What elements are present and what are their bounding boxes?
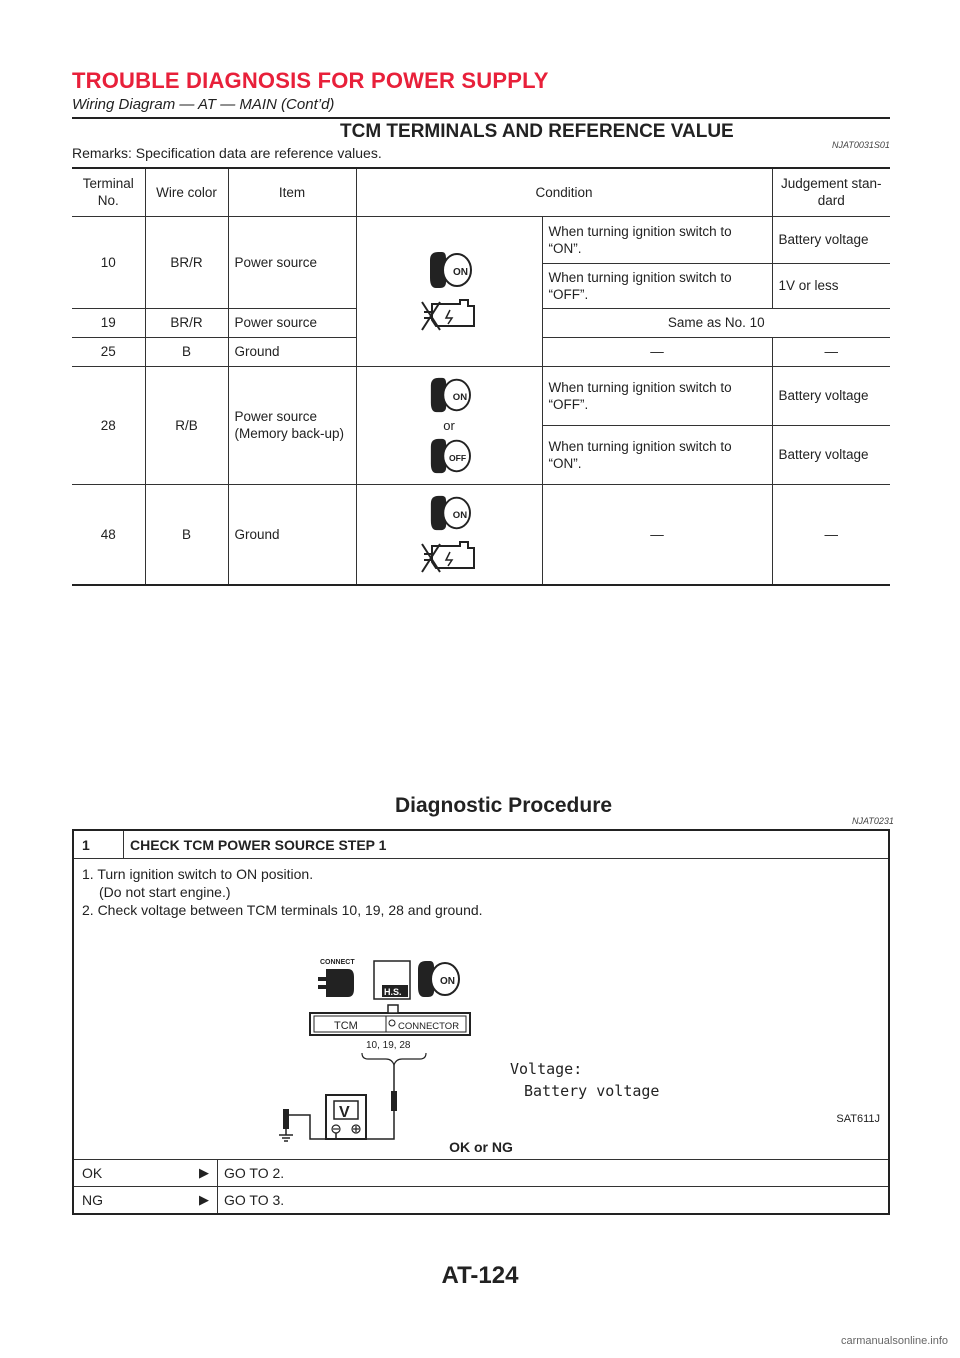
wire-color-cell: B: [145, 484, 228, 585]
item-cell: Ground: [228, 337, 356, 366]
ignition-key-on-icon: [424, 374, 474, 416]
terminal-cell: 28: [72, 366, 145, 484]
terminal-cell: 25: [72, 337, 145, 366]
page-header-title: TROUBLE DIAGNOSIS FOR POWER SUPPLY: [72, 68, 549, 93]
connector-plug-icon: [326, 969, 354, 997]
same-as-text: Same as No. 10: [542, 308, 890, 337]
svg-text:OFF: OFF: [449, 452, 467, 463]
result-action[interactable]: GO TO 3.: [224, 1192, 285, 1208]
ignition-key-off-icon: [424, 435, 474, 477]
table-row: [72, 366, 890, 425]
svg-text:CONNECTOR: CONNECTOR: [398, 1021, 460, 1032]
engine-stopped-icon: [420, 536, 478, 576]
item-cell: Power source (Memory back-up): [228, 366, 356, 484]
condition-text: —: [542, 484, 772, 585]
result-action[interactable]: GO TO 2.: [224, 1165, 285, 1181]
svg-text:V: V: [339, 1104, 350, 1121]
judgement-text: Battery voltage: [772, 366, 890, 425]
judgement-text: 1V or less: [772, 263, 890, 308]
section-title-tcm-terminals: TCM TERMINALS AND REFERENCE VALUE: [340, 121, 734, 142]
table-row: [72, 484, 890, 585]
footer-watermark[interactable]: carmanualsonline.info: [840, 1335, 948, 1347]
table-header-row: [72, 168, 890, 216]
condition-icon-cell: [356, 366, 542, 484]
condition-text: When turning ignition switch to “OFF”.: [542, 263, 772, 308]
or-label: or: [443, 417, 455, 433]
ok-or-ng-label: OK or NG: [449, 1139, 513, 1155]
probe-negative: [283, 1109, 289, 1129]
step-number: 1: [74, 831, 124, 858]
voltage-check-figure: [274, 949, 694, 1144]
result-ng-label: NG: [82, 1192, 103, 1208]
terminal-cell: 19: [72, 308, 145, 337]
voltage-label: Voltage:: [510, 1060, 583, 1078]
header-divider: [72, 117, 890, 119]
step-content-row: [74, 859, 888, 1160]
header-judgement: Judgement stan- dard: [772, 168, 890, 216]
svg-text:ON: ON: [452, 391, 468, 403]
engine-stopped-icon: [420, 294, 478, 334]
page-number: AT-124: [441, 1262, 519, 1289]
page-header-subtitle: Wiring Diagram — AT — MAIN (Cont’d): [72, 96, 335, 113]
figure-code: SAT611J: [836, 1113, 880, 1125]
ignition-key-on-icon: [424, 492, 474, 534]
svg-text:TCM: TCM: [334, 1020, 358, 1032]
terminal-cell: 10: [72, 216, 145, 308]
wire-color-cell: B: [145, 337, 228, 366]
section-code: NJAT0031S01: [832, 140, 890, 150]
arrow-right-icon: ▶: [199, 1165, 209, 1180]
table-row: [72, 216, 890, 263]
reference-value-table: [72, 167, 890, 586]
result-ok-label: OK: [82, 1165, 103, 1181]
step-content: [74, 859, 888, 1159]
instruction-line: (Do not start engine.): [99, 884, 231, 900]
step-header-row: [74, 831, 888, 859]
result-row-ng: [74, 1187, 888, 1213]
wire-color-cell: BR/R: [145, 216, 228, 308]
wire-color-cell: BR/R: [145, 308, 228, 337]
condition-text: When turning ignition switch to “ON”.: [542, 216, 772, 263]
header-item: Item: [228, 168, 356, 216]
condition-icon-cell: [356, 484, 542, 585]
terminal-cell: 48: [72, 484, 145, 585]
item-cell: Power source: [228, 216, 356, 308]
ignition-key-on-icon: [424, 248, 474, 292]
arrow-right-icon: ▶: [199, 1192, 209, 1207]
section-code: NJAT0231: [852, 816, 894, 826]
svg-text:ON: ON: [440, 976, 455, 987]
condition-text: When turning ignition switch to “OFF”.: [542, 366, 772, 425]
condition-text: When turning ignition switch to “ON”.: [542, 425, 772, 484]
header-wire-color: Wire color: [145, 168, 228, 216]
header-condition: Condition: [356, 168, 772, 216]
result-label: [74, 1160, 218, 1186]
item-cell: Power source: [228, 308, 356, 337]
svg-text:ON: ON: [453, 267, 468, 278]
svg-text:ON: ON: [452, 510, 468, 522]
instruction-line: 2. Check voltage between TCM terminals 10, 19, 28 and ground.: [82, 902, 483, 918]
judgement-text: —: [772, 337, 890, 366]
section-title-diagnostic-procedure: Diagnostic Procedure: [395, 794, 613, 817]
instruction-line: 1. Turn ignition switch to ON position.: [82, 866, 314, 882]
judgement-text: Battery voltage: [772, 425, 890, 484]
step-title: CHECK TCM POWER SOURCE STEP 1: [130, 837, 387, 853]
terminal-numbers-label: 10, 19, 28: [366, 1040, 411, 1051]
wire-color-cell: R/B: [145, 366, 228, 484]
item-cell: Ground: [228, 484, 356, 585]
condition-text: —: [542, 337, 772, 366]
remarks-text: Remarks: Specification data are reference values.: [72, 145, 382, 161]
condition-icon-cell: [356, 216, 542, 366]
probe-positive: [391, 1091, 397, 1111]
connect-label: CONNECT: [320, 959, 355, 966]
diagnostic-procedure-box: [72, 829, 890, 1215]
header-terminal: Terminal No.: [72, 168, 145, 216]
judgement-text: Battery voltage: [772, 216, 890, 263]
result-row-ok: [74, 1160, 888, 1187]
result-label: [74, 1187, 218, 1213]
judgement-text: —: [772, 484, 890, 585]
battery-voltage-label: Battery voltage: [524, 1082, 660, 1100]
svg-text:H.S.: H.S.: [384, 987, 402, 997]
